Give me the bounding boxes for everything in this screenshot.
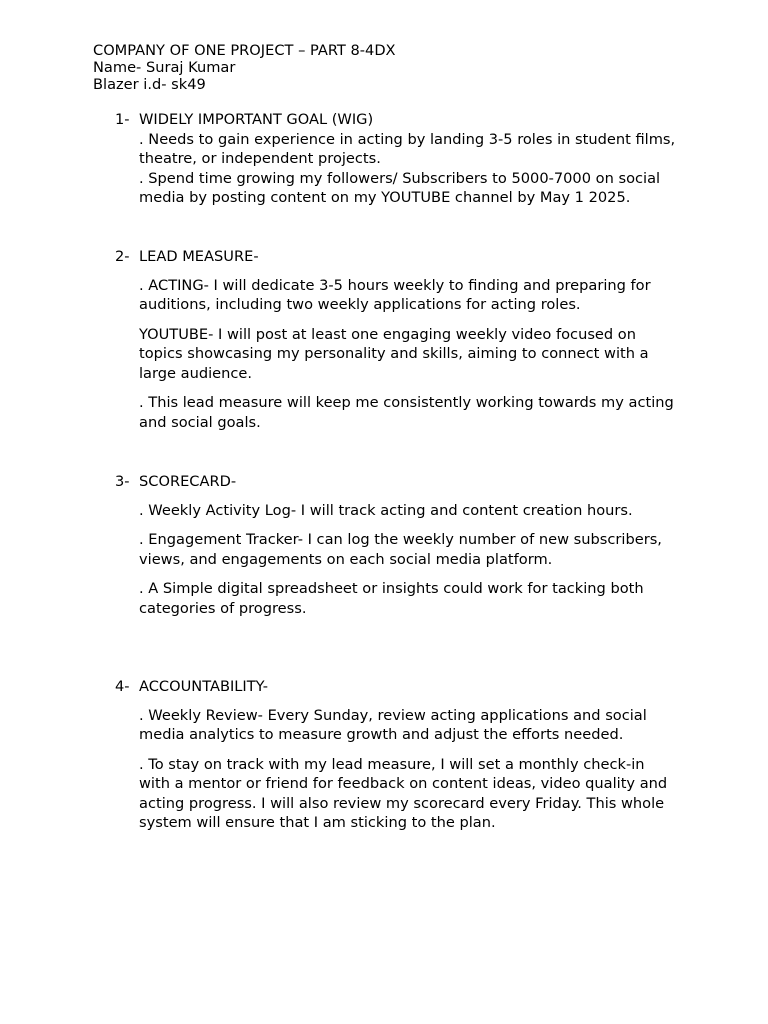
paragraph: . Needs to gain experience in acting by landing 3-5 roles in student films, theatre, or independent projects. [139, 130, 676, 167]
section-title: ACCOUNTABILITY- [139, 678, 269, 695]
document-header [93, 42, 396, 93]
section-title: WIDELY IMPORTANT GOAL (WIG) [139, 111, 374, 128]
paragraph: . To stay on track with my lead measure, I will set a monthly check-in with a mentor or friend for feedback on content ideas, video quality and acting progress. I will also review my scorecard every Friday. This whole system will ensure that I am sticking to the plan. [139, 755, 668, 831]
project-title: COMPANY OF ONE PROJECT – PART 8-4DX [93, 42, 396, 59]
section-number: 3- [115, 473, 130, 490]
paragraph: . Spend time growing my followers/ Subscribers to 5000-7000 on social media by posting content on my YOUTUBE channel by May 1 2025. [139, 169, 661, 206]
section-title: SCORECARD- [139, 473, 237, 490]
paragraph: YOUTUBE- I will post at least one engaging weekly video focused on topics showcasing my personality and skills, aiming to connect with a large audience. [139, 325, 649, 382]
section-number: 4- [115, 678, 130, 695]
section-number: 2- [115, 248, 130, 265]
paragraph: . Weekly Activity Log- I will track acting and content creation hours. [139, 501, 633, 519]
blazer-id: Blazer i.d- sk49 [93, 76, 206, 93]
paragraph: . Weekly Review- Every Sunday, review acting applications and social media analytics to measure growth and adjust the efforts needed. [139, 706, 647, 743]
paragraph: . This lead measure will keep me consistently working towards my acting and social goals. [139, 394, 674, 431]
section-body [139, 110, 680, 208]
author-name: Name- Suraj Kumar [93, 59, 236, 76]
section-body [139, 472, 680, 618]
paragraph: . ACTING- I will dedicate 3-5 hours weekly to finding and preparing for auditions, including two weekly applications for acting roles. [139, 276, 651, 313]
section-body [139, 247, 680, 432]
section-title: LEAD MEASURE- [139, 248, 259, 265]
paragraph: . Engagement Tracker- I can log the weekly number of new subscribers, views, and engagements on each social media platform. [139, 531, 662, 568]
section-number: 1- [115, 111, 130, 128]
paragraph: . A Simple digital spreadsheet or insights could work for tacking both categories of progress. [139, 580, 644, 617]
section-body [139, 677, 680, 833]
